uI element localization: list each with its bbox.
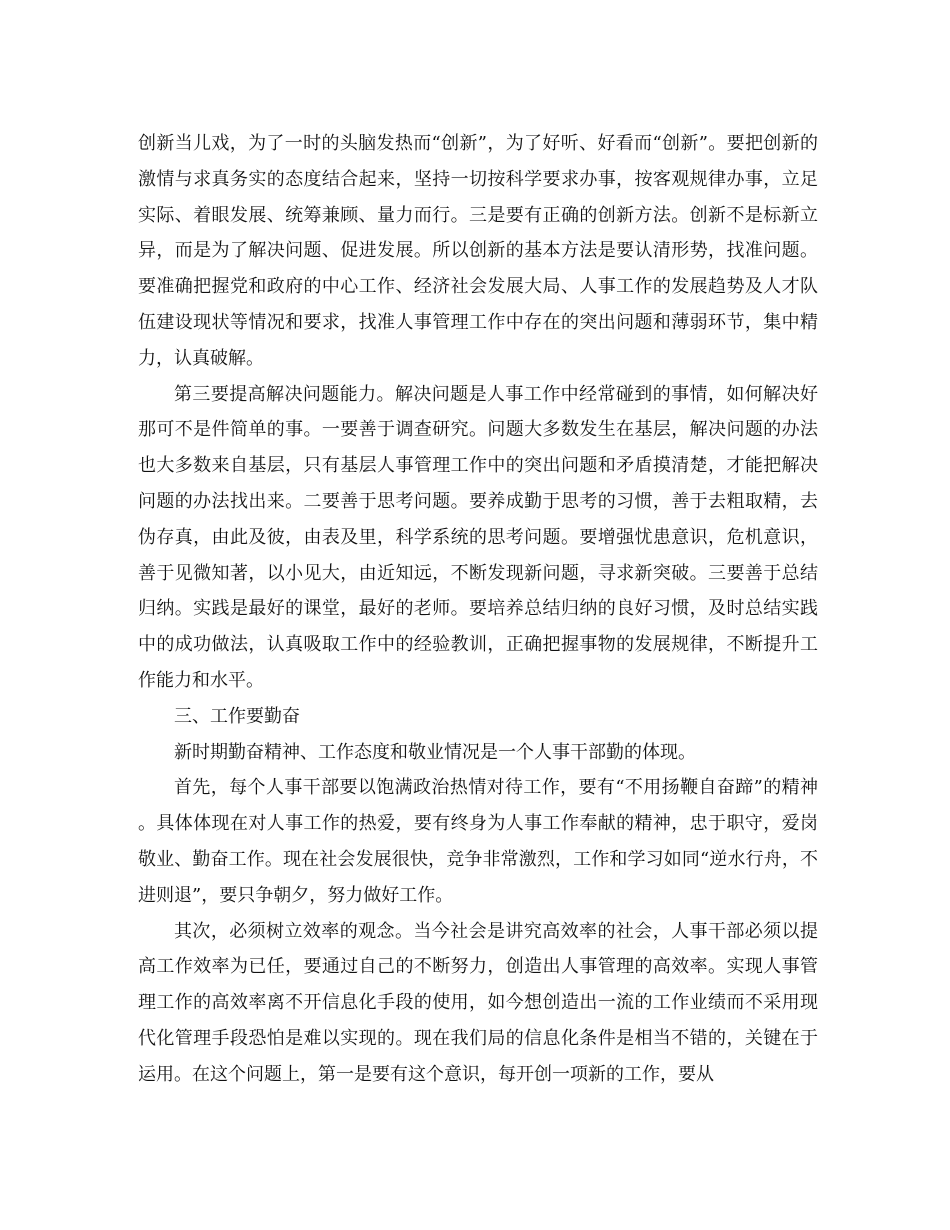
document-body <box>138 126 818 1093</box>
paragraph-1: 创新当儿戏，为了一时的头脑发热而“创新”，为了好听、好看而“创新”。要把创新的激情与求真务实的态度结合起来，坚持一切按科学要求办事，按客观规律办事，立足实际、着眼发展、统筹兼顾、量力而行。三是要有正确的创新方法。创新不是标新立异，而是为了解决问题、促进发展。所以创新的基本方法是要认清形势，找准问题。要准确把握党和政府的中心工作、经济社会发展大局、人事工作的发展趋势及人才队伍建设现状等情况和要求，找准人事管理工作中存在的突出问题和薄弱环节，集中精力，认真破解。 <box>138 133 818 369</box>
paragraph-4: 首先，每个人事干部要以饱满政治热情对待工作，要有“不用扬鞭自奋蹄”的精神。具体体现在对人事工作的热爱，要有终身为人事工作奉献的精神，忠于职守，爱岗敬业、勤奋工作。现在社会发展很快，竞争非常激烈，工作和学习如同“逆水行舟，不进则退”，要只争朝夕，努力做好工作。 <box>138 777 818 906</box>
paragraph-2: 第三要提高解决问题能力。解决问题是人事工作中经常碰到的事情，如何解决好那可不是件简单的事。一要善于调查研究。问题大多数发生在基层，解决问题的办法也大多数来自基层，只有基层人事管理工作中的突出问题和矛盾摸清楚，才能把解决问题的办法找出来。二要善于思考问题。要养成勤于思考的习惯，善于去粗取精，去伪存真，由此及彼，由表及里，科学系统的思考问题。要增强忧患意识，危机意识，善于见微知著，以小见大，由近知远，不断发现新问题，寻求新突破。三要善于总结归纳。实践是最好的课堂，最好的老师。要培养总结归纳的良好习惯，及时总结实践中的成功做法，认真吸取工作中的经验教训，正确把握事物的发展规律，不断提升工作能力和水平。 <box>138 383 818 691</box>
section-heading: 三、工作要勤奋 <box>174 705 300 727</box>
paragraph-3: 新时期勤奋精神、工作态度和敬业情况是一个人事干部勤的体现。 <box>174 741 696 763</box>
paragraph-5: 其次，必须树立效率的观念。当今社会是讲究高效率的社会，人事干部必须以提高工作效率为已任，要通过自己的不断努力，创造出人事管理的高效率。实现人事管理工作的高效率离不开信息化手段的使用，如今想创造出一流的工作业绩而不采用现代化管理手段恐怕是难以实现的。现在我们局的信息化条件是相当不错的，关键在于运用。在这个问题上，第一是要有这个意识，每开创一项新的工作，要从 <box>138 920 818 1085</box>
